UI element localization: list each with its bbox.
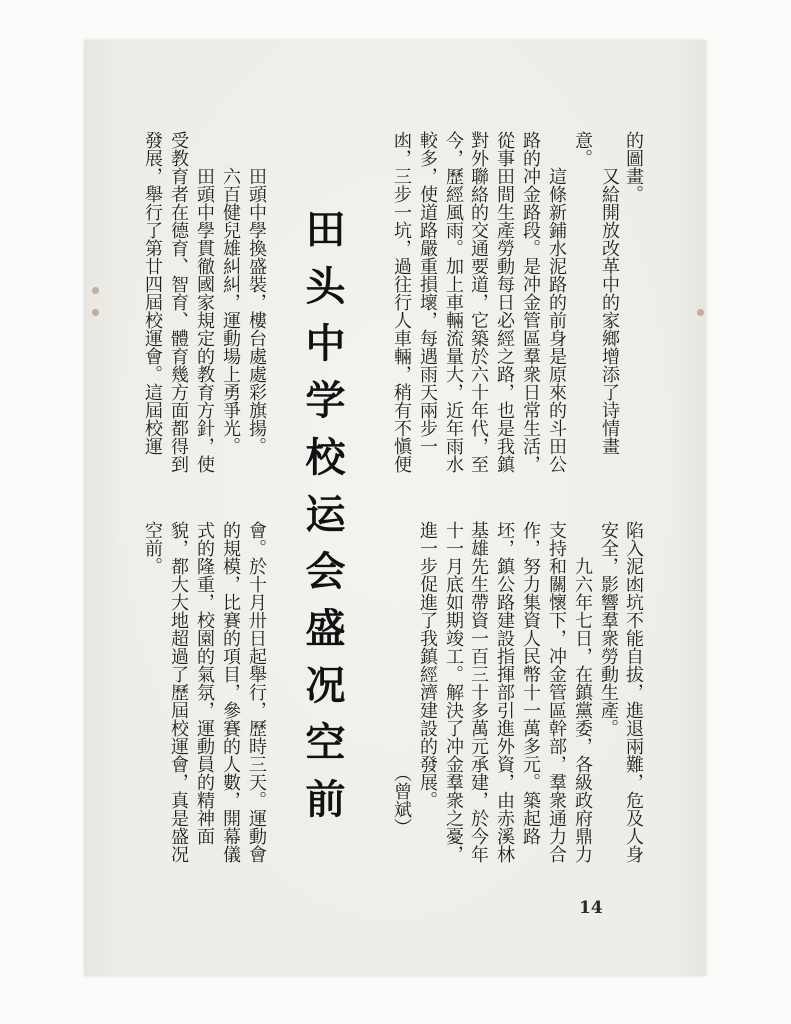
- text-column: 從事田間生產勞動每日必經之路，也是我鎮: [494, 131, 515, 473]
- text-column: 意。: [572, 131, 593, 167]
- text-column: 進一步促進了我鎮經濟建設的發展。: [417, 521, 438, 809]
- text-column: 又給開放改革中的家鄉增添了诗情畫: [599, 167, 620, 455]
- text-column: 支持和關懷下，冲金管區幹部，羣衆通力合: [546, 521, 567, 863]
- text-column: 這條新鋪水泥路的前身是原來的斗田公: [546, 167, 567, 473]
- text-column: 今，歷經風雨。加上車輛流量大，近年雨水: [443, 131, 464, 473]
- article-title: 田头中学校运会盛况空前: [299, 208, 346, 835]
- text-column: 坯，鎮公路建設指揮部引進外資，由赤溪林: [494, 521, 515, 863]
- text-column: 陷入泥凼坑不能自拔，進退兩難，危及人身: [623, 521, 644, 863]
- text-column: 發展，舉行了第廿四屆校運會。這屆校運: [142, 131, 163, 455]
- text-column: 對外聯絡的交通要道，它築於六十年代，至: [468, 131, 489, 473]
- text-column: 貌，都大大地超過了歷屆校運會，真是盛况: [168, 521, 189, 863]
- text-column: 十一月底如期竣工。解決了冲金羣衆之憂，: [443, 521, 464, 863]
- text-column: 九六年七日，在鎮黨委，各級政府鼎力: [572, 557, 593, 863]
- text-column: 受教育者在德育、智育、體育幾方面都得到: [168, 131, 189, 473]
- text-column: 會。於十月卅日起舉行，歷時三天。運動會: [246, 521, 267, 863]
- text-column: 空前。: [142, 521, 163, 575]
- paper-spot: [92, 309, 99, 316]
- text-column: 基雄先生帶資一百三十多萬元承建，於今年: [468, 521, 489, 863]
- paper-spot: [92, 287, 99, 294]
- text-column: 作，努力集資人民幣十一萬多元。築起路: [520, 521, 541, 845]
- text-column: 較多，使道路嚴重損壞，每遇雨天兩步一: [417, 131, 438, 455]
- poem-line: 六百健兒雄糾糾，運動場上勇爭光。: [220, 167, 241, 455]
- text-column: 凼，三步一坑，過往行人車輛，稍有不愼便: [391, 131, 412, 473]
- paper-spot: [697, 309, 704, 316]
- text-column: 的規模，比賽的項目，參賽的人數，開幕儀: [220, 521, 241, 863]
- text-column: 路的冲金路段。是冲金管區羣衆日常生活，: [520, 131, 541, 473]
- text-column: 式的隆重，校園的氣氛，運動員的精神面: [194, 521, 215, 845]
- text-column: 的圖畫。: [623, 131, 644, 203]
- article-byline: （曾斌）: [391, 764, 412, 836]
- page-number: 14: [579, 898, 603, 918]
- text-column: 田頭中學貫徹國家規定的教育方針，使: [194, 167, 215, 473]
- poem-line: 田頭中學換盛裝，樓台處處彩旗揚。: [246, 167, 267, 455]
- text-column: 安全，影響羣衆勞動生產。: [598, 521, 619, 737]
